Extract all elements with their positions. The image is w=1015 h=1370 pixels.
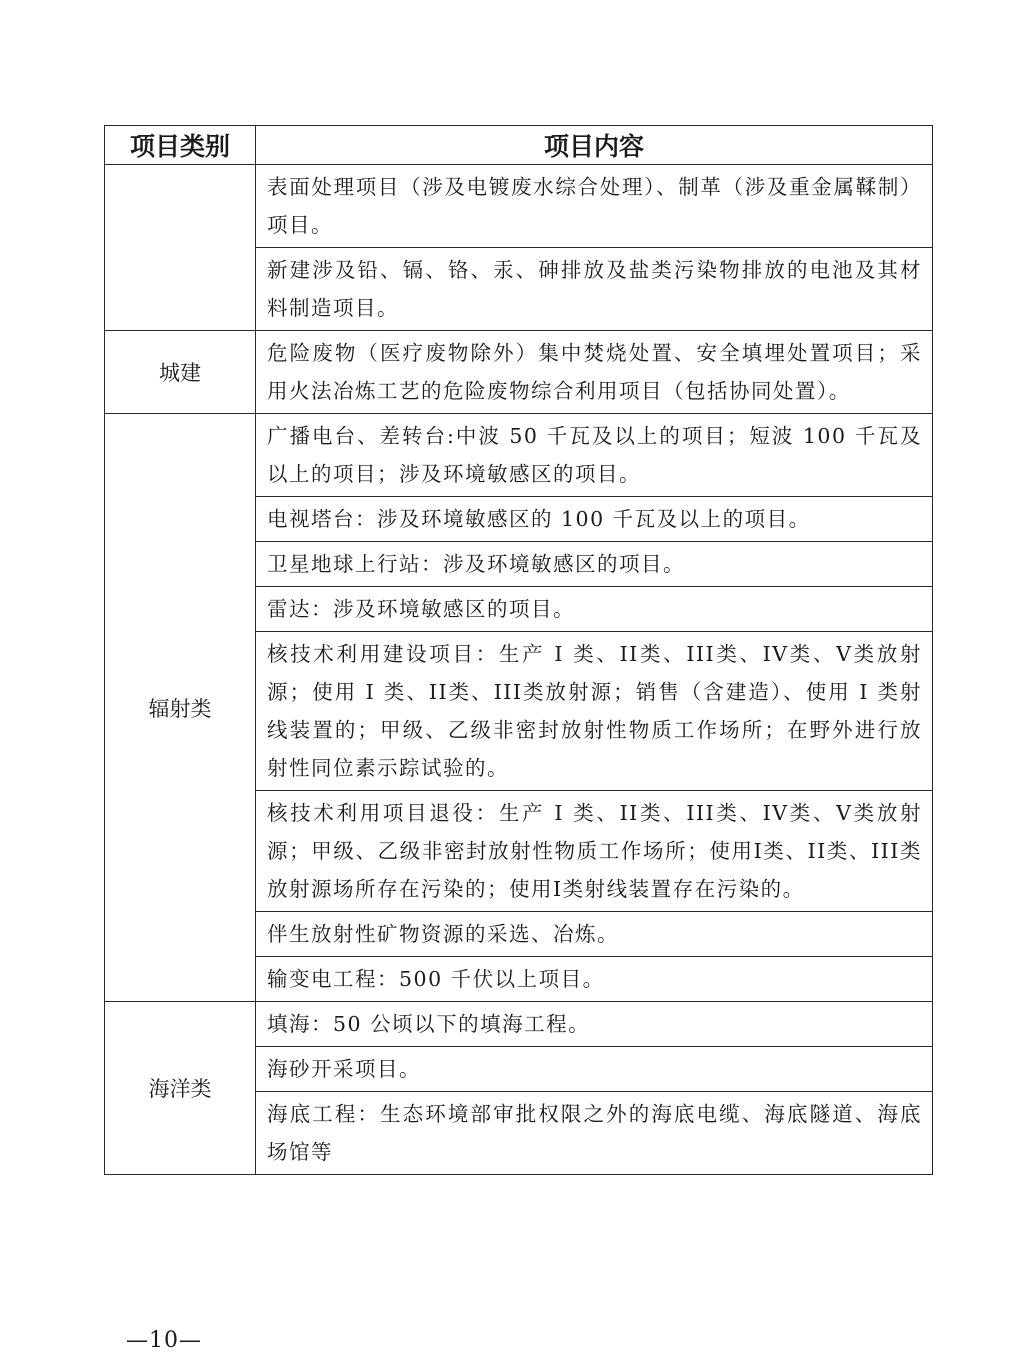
- table-row: [105, 331, 933, 414]
- header-category: 项目类别: [105, 126, 256, 165]
- content-cell: 输变电工程：500 千伏以上项目。: [256, 957, 933, 1002]
- content-cell: 雷达：涉及环境敏感区的项目。: [256, 587, 933, 632]
- content-cell: 广播电台、差转台:中波 50 千瓦及以上的项目；短波 100 千瓦及以上的项目；涉及环境敏感区的项目。: [256, 414, 933, 497]
- table-header-row: [105, 126, 933, 165]
- table-row: [105, 165, 933, 248]
- content-cell: 伴生放射性矿物资源的采选、冶炼。: [256, 912, 933, 957]
- table-row: [105, 1002, 933, 1047]
- content-cell: 填海：50 公顷以下的填海工程。: [256, 1002, 933, 1047]
- content-cell: 核技术利用项目退役：生产 I 类、II类、III类、IV类、V类放射源；甲级、乙级非密封放射性物质工作场所；使用I类、II类、III类放射源场所存在污染的；使用I类射线装置存在污染的。: [256, 791, 933, 912]
- table-row: [105, 414, 933, 497]
- content-cell: 表面处理项目（涉及电镀废水综合处理）、制革（涉及重金属鞣制）项目。: [256, 165, 933, 248]
- page-number: —10—: [126, 1328, 202, 1353]
- content-cell: 卫星地球上行站：涉及环境敏感区的项目。: [256, 542, 933, 587]
- header-content: 项目内容: [256, 126, 933, 165]
- category-cell: [105, 165, 256, 331]
- content-cell: 海底工程：生态环境部审批权限之外的海底电缆、海底隧道、海底场馆等: [256, 1092, 933, 1175]
- content-cell: 危险废物（医疗废物除外）集中焚烧处置、安全填埋处置项目；采用火法冶炼工艺的危险废物综合利用项目（包括协同处置）。: [256, 331, 933, 414]
- project-table: [104, 125, 933, 1175]
- content-cell: 电视塔台：涉及环境敏感区的 100 千瓦及以上的项目。: [256, 497, 933, 542]
- content-cell: 核技术利用建设项目：生产 I 类、II类、III类、IV类、V类放射源；使用 I 类、II类、III类放射源；销售（含建造）、使用 I 类射线装置的；甲级、乙级非密封放射性物质工作场所；在野外进行放射性同位素示踪试验的。: [256, 632, 933, 791]
- content-cell: 海砂开采项目。: [256, 1047, 933, 1092]
- category-cell: 海洋类: [105, 1002, 256, 1175]
- content-cell: 新建涉及铅、镉、铬、汞、砷排放及盐类污染物排放的电池及其材料制造项目。: [256, 248, 933, 331]
- category-cell: 辐射类: [105, 414, 256, 1002]
- category-cell: 城建: [105, 331, 256, 414]
